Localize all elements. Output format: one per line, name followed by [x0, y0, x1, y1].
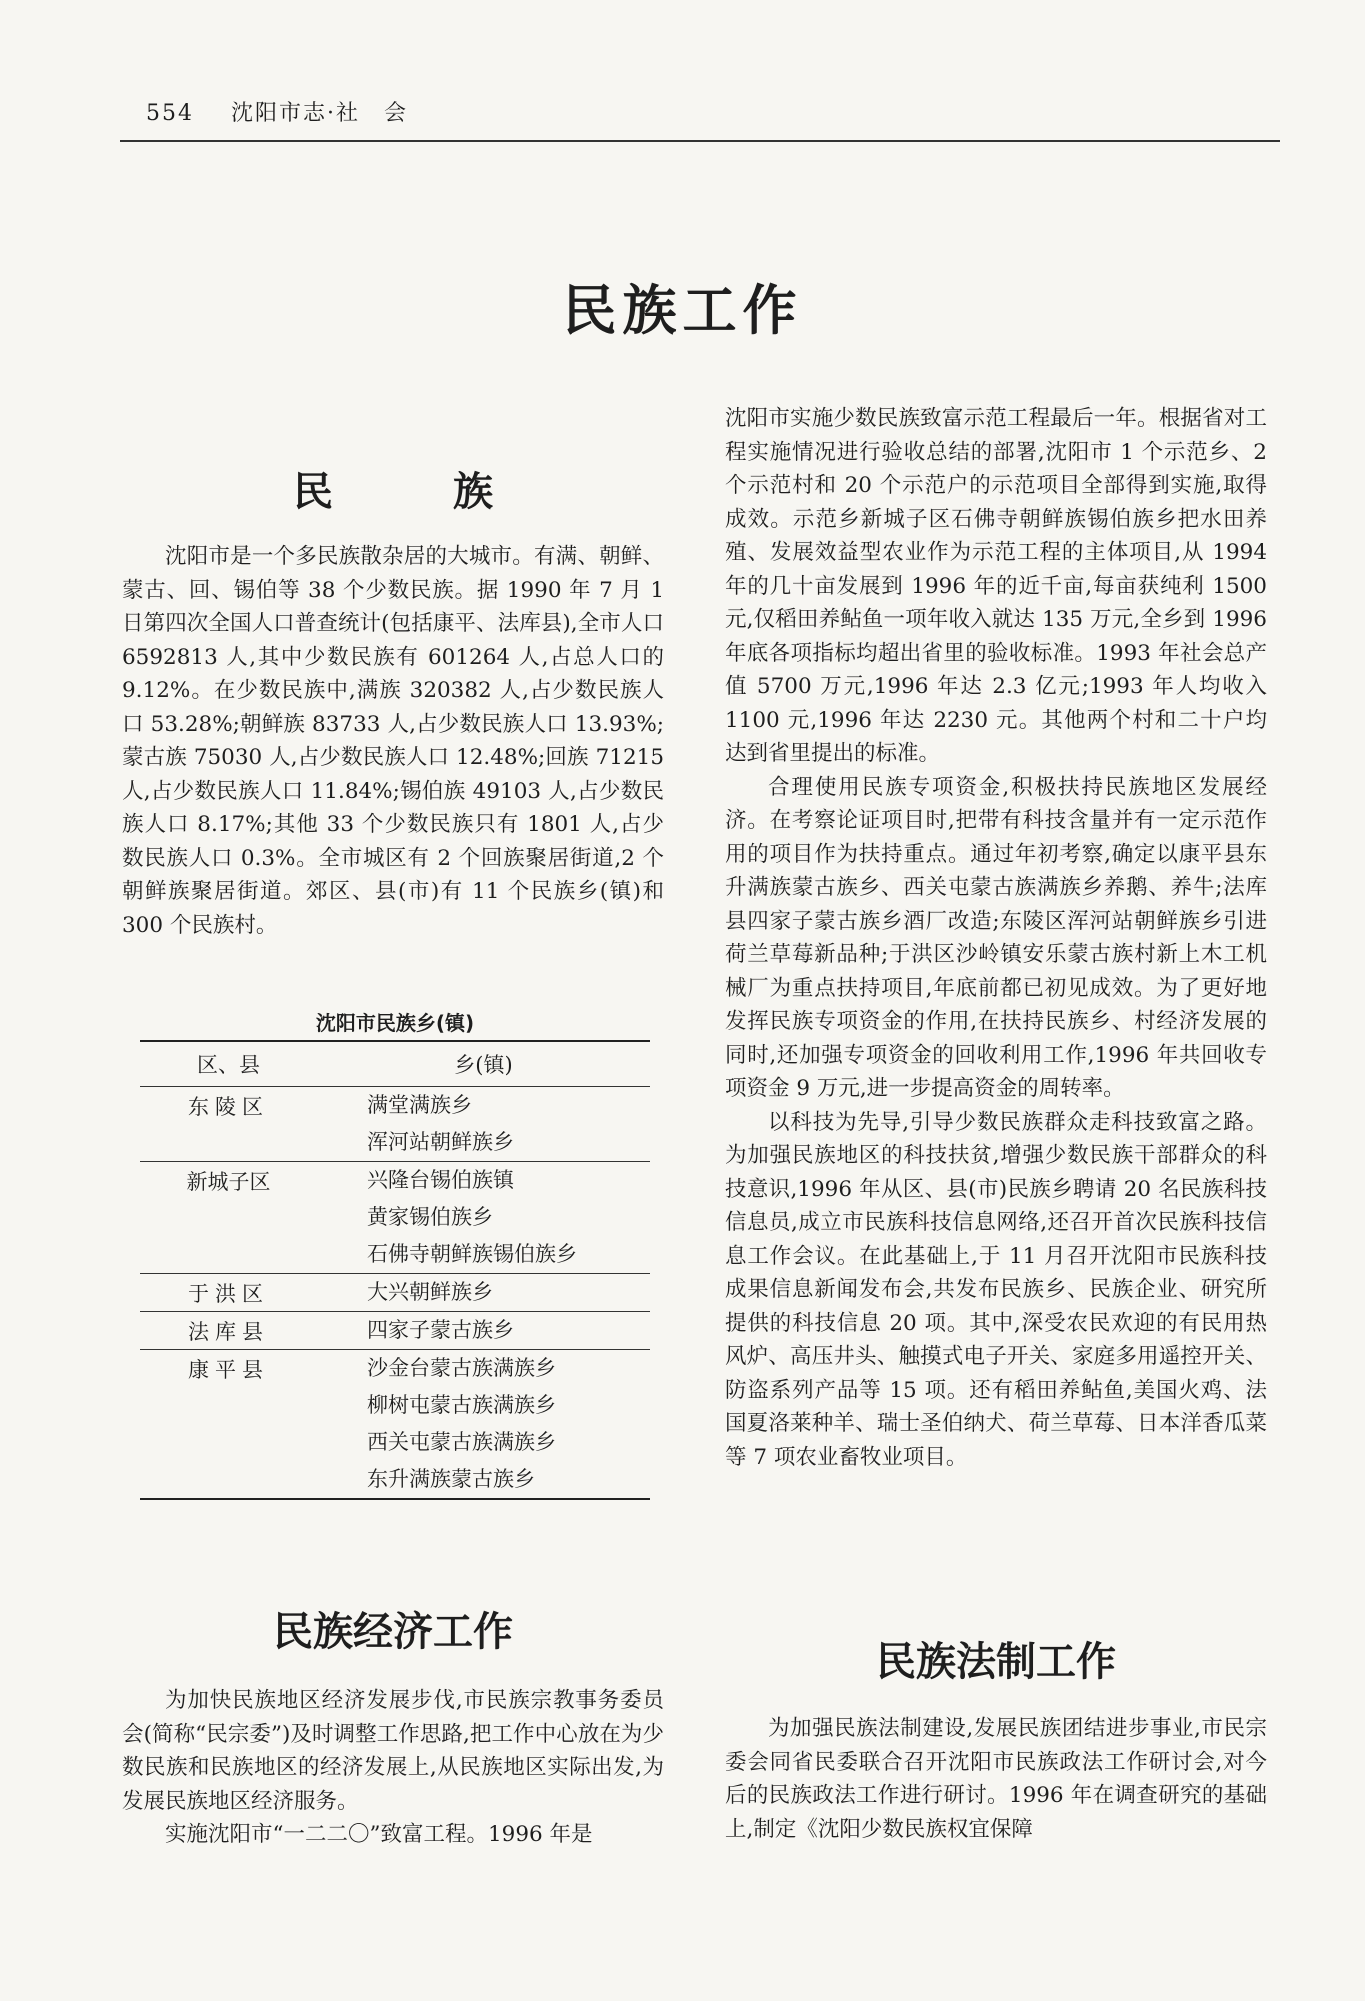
running-title: 沈阳市志·社 会	[231, 101, 408, 126]
town-cell	[317, 1274, 650, 1312]
town-name: 满堂满族乡	[367, 1093, 472, 1117]
town-cell	[317, 1087, 650, 1162]
town-cell	[317, 1350, 650, 1500]
district-cell: 法库县	[140, 1312, 317, 1350]
town-name: 柳树屯蒙古族满族乡	[367, 1393, 556, 1417]
table-caption: 沈阳市民族乡(镇)	[315, 1011, 475, 1035]
town-cell	[317, 1162, 650, 1274]
ethnic-towns-table	[140, 1040, 650, 1500]
paragraph: 为加强民族法制建设,发展民族团结进步事业,市民宗委会同省民委联合召开沈阳市民族政法工作研讨会,对今后的民族政法工作进行研讨。1996 年在调查研究的基础上,制定《沈阳少数民族权宜保障	[725, 1716, 1267, 1842]
district-cell: 康平县	[188, 1358, 269, 1382]
paragraph: 实施沈阳市“一二二〇”致富工程。1996 年是	[165, 1822, 593, 1847]
district-cell: 东陵区	[140, 1087, 317, 1162]
district-cell: 新城子区	[140, 1162, 317, 1274]
town-name: 石佛寺朝鲜族锡伯族乡	[367, 1242, 577, 1266]
town-name: 黄家锡伯族乡	[367, 1205, 493, 1229]
section-title-economy: 民族经济工作	[273, 1609, 513, 1655]
town-name: 浑河站朝鲜族乡	[367, 1130, 514, 1154]
town-name: 东升满族蒙古族乡	[367, 1467, 535, 1491]
table-row	[140, 1312, 650, 1350]
economy-text-right	[725, 402, 1267, 1474]
header-rule	[120, 140, 1280, 142]
running-header	[146, 96, 408, 127]
section-title-ethnic: 民 族	[293, 469, 533, 515]
paragraph: 以科技为先导,引导少数民族群众走科技致富之路。为加强民族地区的科技扶贫,增强少数民族干部群众的科技意识,1996 年从区、县(市)民族乡聘请 20 名民族科技信息员,成立市民族科技信息网络,还召开首次民族科技信息工作会议。在此基础上,于 11 月召开沈阳市民族科技成果信息新闻发布会,共发布民族乡、民族企业、研究所提供的科技信息 20 项。其中,深受农民欢迎的有民用热风炉、高压井头、触摸式电子开关、家庭多用遥控开关、防盗系列产品等 15 项。还有稻田养鲇鱼,美国火鸡、法国夏洛莱种羊、瑞士圣伯纳犬、荷兰草莓、日本洋香瓜菜等 7 项农业畜牧业项目。	[725, 1109, 1267, 1470]
paragraph: 沈阳市实施少数民族致富示范工程最后一年。根据省对工程实施情况进行验收总结的部署,沈阳市 1 个示范乡、2 个示范村和 20 个示范户的示范项目全部得到实施,取得成效。示范乡新城子区石佛寺朝鲜族锡伯族乡把水田养殖、发展效益型农业作为示范工程的主体项目,从 1994 年的几十亩发展到 1996 年的近千亩,每亩获纯利 1500 元,仅稻田养鲇鱼一项年收入就达 135 万元,全乡到 1996 年底各项指标均超出省里的验收标准。1993 年社会总产值 5700 万元,1996 年达 2.3 亿元;1993 年人均收入 1100 元,1996 年达 2230 元。其他两个村和二十户均达到省里提出的标准。	[725, 406, 1267, 766]
ethnic-text	[122, 540, 664, 942]
paragraph: 为加快民族地区经济发展步伐,市民族宗教事务委员会(简称“民宗委”)及时调整工作思路,把工作中心放在为少数民族和民族地区的经济发展上,从民族地区实际出发,为发展民族地区经济服务。	[122, 1688, 664, 1814]
town-name: 西关屯蒙古族满族乡	[367, 1430, 556, 1454]
table-row	[140, 1087, 650, 1162]
economy-text-left	[122, 1684, 664, 1852]
page-number: 554	[146, 101, 194, 126]
table-row	[140, 1162, 650, 1274]
section-title-legal: 民族法制工作	[876, 1639, 1116, 1685]
legal-text	[725, 1712, 1267, 1846]
table-row	[140, 1350, 650, 1500]
town-name: 四家子蒙古族乡	[367, 1318, 514, 1342]
paragraph: 沈阳市是一个多民族散杂居的大城市。有满、朝鲜、蒙古、回、锡伯等 38 个少数民族。据 1990 年 7 月 1 日第四次全国人口普查统计(包括康平、法库县),全市人口 6592813 人,其中少数民族有 601264 人,占总人口的 9.12%。在少数民族中,满族 320382 人,占少数民族人口 53.28%;朝鲜族 83733 人,占少数民族人口 13.93%;蒙古族 75030 人,占少数民族人口 12.48%;回族 71215 人,占少数民族人口 11.84%;锡伯族 49103 人,占少数民族人口 8.17%;其他 33 个少数民族只有 1801 人,占少数民族人口 0.3%。全市城区有 2 个回族聚居街道,2 个朝鲜族聚居街道。郊区、县(市)有 11 个民族乡(镇)和 300 个民族村。	[122, 544, 664, 938]
paragraph: 合理使用民族专项资金,积极扶持民族地区发展经济。在考察论证项目时,把带有科技含量并有一定示范作用的项目作为扶持重点。通过年初考察,确定以康平县东升满族蒙古族乡、西关屯蒙古族满族乡养鹅、养牛;法库县四家子蒙古族乡酒厂改造;东陵区浑河站朝鲜族乡引进荷兰草莓新品种;于洪区沙岭镇安乐蒙古族村新上木工机械厂为重点扶持项目,年底前都已初见成效。为了更好地发挥民族专项资金的作用,在扶持民族乡、村经济发展的同时,还加强专项资金的回收利用工作,1996 年共回收专项资金 9 万元,进一步提高资金的周转率。	[725, 774, 1267, 1101]
main-title: 民族工作	[562, 279, 803, 342]
column-header: 区、县	[140, 1041, 317, 1087]
town-name: 大兴朝鲜族乡	[367, 1280, 493, 1304]
column-header: 乡(镇)	[317, 1041, 650, 1087]
town-name: 兴隆台锡伯族镇	[367, 1168, 514, 1192]
town-cell	[317, 1312, 650, 1350]
table-row	[140, 1274, 650, 1312]
district-cell: 于洪区	[140, 1274, 317, 1312]
town-name: 沙金台蒙古族满族乡	[367, 1356, 556, 1380]
